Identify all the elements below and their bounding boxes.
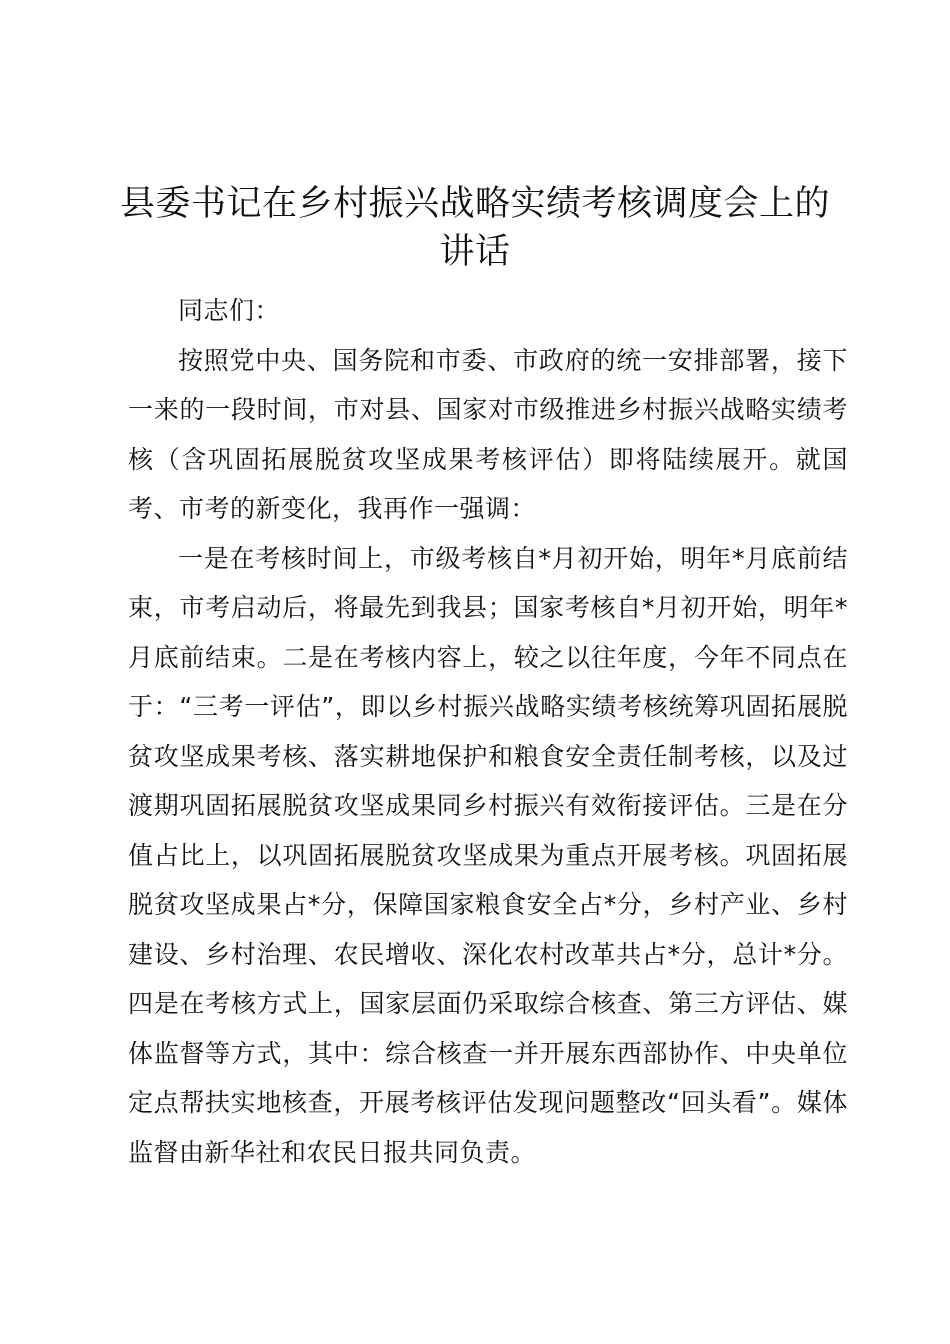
paragraph-details: 一是在考核时间上，市级考核自*月初开始，明年*月底前结束，市考启动后，将最先到我县；国家考核自*月初开始，明年*月底前结束。二是在考核内容上，较之以往年度，今年不同点在于：“三考一评估”，即以乡村振兴战略实绩考核统筹巩固拓展脱贫攻坚成果考核、落实耕地保护和粮食安全责任制考核，以及过渡期巩固拓展脱贫攻坚成果同乡村振兴有效衔接评估。三是在分值占比上，以巩固拓展脱贫攻坚成果为重点开展考核。巩固拓展脱贫攻坚成果占*分，保障国家粮食安全占*分，乡村产业、乡村建设、乡村治理、农民增收、深化农村改革共占*分，总计*分。四是在考核方式上，国家层面仍采取综合核查、第三方评估、媒体监督等方式，其中：综合核查一并开展东西部协作、中央单位定点帮扶实地核查，开展考核评估发现问题整改“回头看”。媒体监督由新华社和农民日报共同负责。 xyxy=(128,543,848,1167)
greeting: 同志们： xyxy=(178,296,281,325)
paragraph-intro: 按照党中央、国务院和市委、市政府的统一安排部署，接下一来的一段时间，市对县、国家对市级推进乡村振兴战略实绩考核（含巩固拓展脱贫攻坚成果考核评估）即将陆续展开。就国考、市考的新变化，我再作一强调： xyxy=(128,345,848,523)
document-title: 县委书记在乡村振兴战略实绩考核调度会上的讲话 xyxy=(119,184,830,272)
document-body xyxy=(128,286,848,1177)
